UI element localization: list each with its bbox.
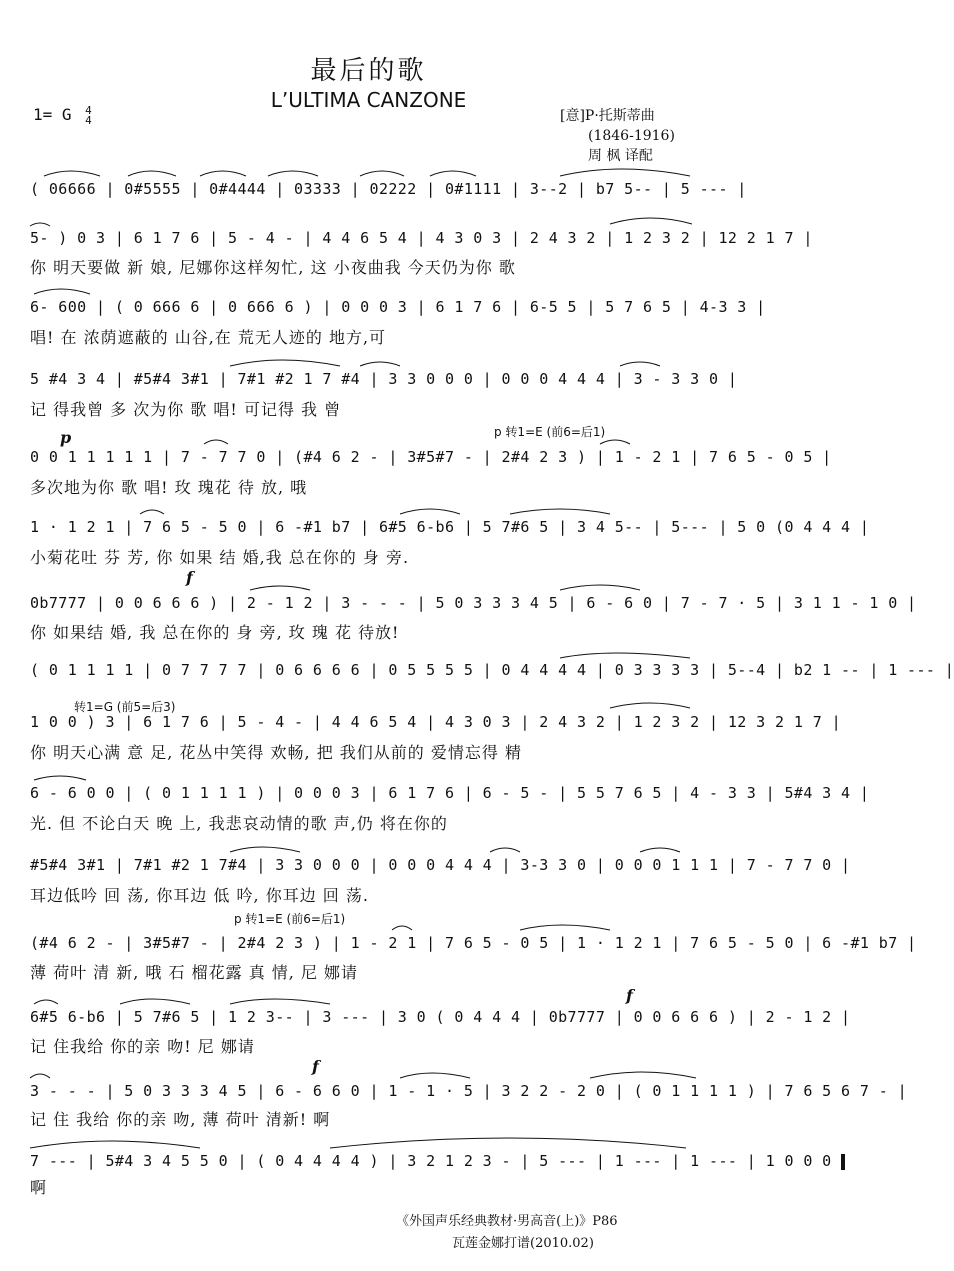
translator: 周 枫 译配 bbox=[588, 148, 653, 164]
dynamic-f-3: f bbox=[312, 1057, 319, 1076]
lyrics-line-9: 你 明天心满 意 足, 花丛中笑得 欢畅, 把 我们从前的 爱情忘得 精 bbox=[30, 743, 522, 762]
lyrics-line-13: 记 住我给 你的亲 吻! 尼 娜请 bbox=[30, 1037, 255, 1056]
typist-credit: 瓦莲金娜打谱(2010.02) bbox=[452, 1236, 594, 1251]
notation-line-6: 1 · 1 2 1 | 7 6 5 - 5 0 | 6 -#1 b7 | 6#5 6-b6 | 5 7#6 5 | 3 4 5-- | 5--- | 5 0 (0 4 4 4 | bbox=[30, 518, 870, 536]
slur-arc bbox=[610, 703, 690, 708]
composer: [意]P·托斯蒂曲 bbox=[560, 108, 655, 124]
slur-arc bbox=[268, 171, 318, 176]
notation-line-10: 6 - 6 0 0 | ( 0 1 1 1 1 ) | 0 0 0 3 | 6 1 7 6 | 6 - 5 - | 5 5 7 6 5 | 4 - 3 3 | 5#4 3 4 | bbox=[30, 784, 870, 802]
slur-arc bbox=[34, 289, 90, 294]
notation-line-11: #5#4 3#1 | 7#1 #2 1 7#4 | 3 3 0 0 0 | 0 0 0 4 4 4 | 3-3 3 0 | 0 0 0 1 1 1 | 7 - 7 7 0 | bbox=[30, 856, 851, 874]
slur-arc bbox=[30, 1074, 50, 1078]
slur-arc bbox=[560, 653, 690, 658]
modulation-2: 转1=G (前5=后3) bbox=[74, 700, 176, 714]
slur-arc bbox=[204, 440, 228, 444]
slur-arc bbox=[30, 223, 50, 226]
slur-arc bbox=[510, 509, 610, 514]
slur-arc bbox=[430, 171, 476, 176]
slur-arc bbox=[640, 848, 680, 852]
composer-years: (1846-1916) bbox=[588, 128, 675, 144]
slur-arc bbox=[128, 171, 176, 176]
lyrics-line-12: 薄 荷叶 清 新, 哦 石 榴花露 真 情, 尼 娜请 bbox=[30, 963, 359, 982]
lyrics-line-14: 记 住 我给 你的亲 吻, 薄 荷叶 清新! 啊 bbox=[30, 1110, 331, 1129]
slur-arc bbox=[44, 171, 100, 176]
time-signature-top: 4 bbox=[85, 103, 92, 117]
notation-line-9: 1 0 0 ) 3 | 6 1 7 6 | 5 - 4 - | 4 4 6 5 4 | 4 3 0 3 | 2 4 3 2 | 1 2 3 2 | 12 3 2 1 7 | bbox=[30, 713, 842, 731]
dynamic-p-1: p bbox=[60, 428, 72, 447]
dynamic-f-1: f bbox=[186, 568, 193, 587]
slur-arc bbox=[560, 169, 690, 176]
slur-arc bbox=[200, 171, 246, 176]
slur-arc bbox=[400, 509, 460, 514]
notation-line-7: 0b7777 | 0 0 6 6 6 ) | 2 - 1 2 | 3 - - - | 5 0 3 3 3 4 5 | 6 - 6 0 | 7 - 7 · 5 | 3 1 1 - 1 0 | bbox=[30, 594, 917, 612]
final-barline bbox=[841, 1154, 845, 1170]
modulation-3: p 转1=E (前6=后1) bbox=[234, 912, 346, 926]
song-title: 最后的歌 bbox=[310, 56, 427, 86]
lyrics-line-11: 耳边低吟 回 荡, 你耳边 低 吟, 你耳边 回 荡. bbox=[30, 886, 369, 905]
slur-arc bbox=[34, 776, 86, 780]
slur-arc bbox=[400, 1073, 470, 1078]
slur-arc bbox=[250, 586, 310, 590]
notation-line-12: (#4 6 2 - | 3#5#7 - | 2#4 2 3 ) | 1 - 2 1 | 7 6 5 - 0 5 | 1 · 1 2 1 | 7 6 5 - 5 0 | 6 -#1 b7 | bbox=[30, 934, 917, 952]
notation-line-5: 0 0 1 1 1 1 1 | 7 - 7 7 0 | (#4 6 2 - | 3#5#7 - | 2#4 2 3 ) | 1 - 2 1 | 7 6 5 - 0 5 | bbox=[30, 448, 832, 466]
source-citation: 《外国声乐经典教材·男高音(上)》P86 bbox=[396, 1214, 618, 1229]
lyrics-line-7: 你 如果结 婚, 我 总在你的 身 旁, 玫 瑰 花 待放! bbox=[30, 623, 400, 642]
notation-line-2: 5- ) 0 3 | 6 1 7 6 | 5 - 4 - | 4 4 6 5 4 | 4 3 0 3 | 2 4 3 2 | 1 2 3 2 | 12 2 1 7 | bbox=[30, 229, 813, 247]
lyrics-line-3: 唱! 在 浓荫遮蔽的 山谷,在 荒无人迹的 地方,可 bbox=[30, 328, 387, 347]
lyrics-line-5: 多次地为你 歌 唱! 玫 瑰花 待 放, 哦 bbox=[30, 478, 308, 497]
slur-arc bbox=[120, 999, 190, 1004]
notation-line-14: 3 - - - | 5 0 3 3 3 4 5 | 6 - 6 6 0 | 1 - 1 · 5 | 3 2 2 - 2 0 | ( 0 1 1 1 1 ) | 7 6 5 6 7 - | bbox=[30, 1082, 908, 1100]
slur-arc bbox=[30, 1141, 200, 1148]
slur-arc bbox=[560, 585, 640, 590]
slur-arc bbox=[34, 1000, 58, 1004]
slur-arc bbox=[392, 926, 412, 930]
notation-line-8: ( 0 1 1 1 1 | 0 7 7 7 7 | 0 6 6 6 6 | 0 5 5 5 5 | 0 4 4 4 4 | 0 3 3 3 3 | 5--4 | b2 1 -- | 1 --- | bbox=[30, 661, 954, 679]
slur-arc bbox=[360, 171, 404, 176]
slur-arc bbox=[590, 1072, 696, 1078]
notation-line-1: ( 06666 | 0#5555 | 0#4444 | 03333 | 02222 | 0#1111 | 3--2 | b7 5-- | 5 --- | bbox=[30, 180, 747, 198]
key-label: 1= G bbox=[33, 105, 72, 124]
slur-arc bbox=[620, 362, 660, 366]
modulation-1: p 转1=E (前6=后1) bbox=[494, 425, 606, 439]
lyrics-line-6: 小菊花吐 芬 芳, 你 如果 结 婚,我 总在你的 身 旁. bbox=[30, 548, 410, 567]
slur-arc bbox=[610, 218, 692, 224]
slur-arc bbox=[230, 999, 330, 1004]
song-subtitle: L’ULTIMA CANZONE bbox=[270, 88, 467, 112]
slur-arc bbox=[230, 360, 340, 366]
notation-line-4: 5 #4 3 4 | #5#4 3#1 | 7#1 #2 1 7 #4 | 3 3 0 0 0 | 0 0 0 4 4 4 | 3 - 3 3 0 | bbox=[30, 370, 738, 388]
dynamic-f-2: f bbox=[626, 986, 633, 1005]
notation-line-3: 6- 600 | ( 0 666 6 | 0 666 6 ) | 0 0 0 3 | 6 1 7 6 | 6-5 5 | 5 7 6 5 | 4-3 3 | bbox=[30, 298, 766, 316]
lyrics-line-4: 记 得我曾 多 次为你 歌 唱! 可记得 我 曾 bbox=[30, 400, 342, 419]
lyrics-line-15: 啊 bbox=[30, 1178, 48, 1197]
slur-arc bbox=[520, 925, 610, 930]
slur-arc bbox=[230, 847, 300, 852]
slur-arc bbox=[490, 848, 520, 852]
lyrics-line-10: 光. 但 不论白天 晚 上, 我悲哀动情的歌 声,仍 将在你的 bbox=[30, 814, 448, 833]
time-signature-bottom: 4 bbox=[85, 113, 92, 127]
slur-arc bbox=[330, 1138, 686, 1148]
slur-arc bbox=[140, 510, 164, 514]
notation-line-13: 6#5 6-b6 | 5 7#6 5 | 1 2 3-- | 3 --- | 3 0 ( 0 4 4 4 | 0b7777 | 0 0 6 6 6 ) | 2 - 1 2 | bbox=[30, 1008, 851, 1026]
notation-line-15-notes: 7 --- | 5#4 3 4 5 5 0 | ( 0 4 4 4 4 ) | 3 2 1 2 3 - | 5 --- | 1 --- | 1 --- | 1 0 0 0 bbox=[30, 1152, 842, 1170]
slur-arc bbox=[360, 362, 400, 366]
lyrics-line-2: 你 明天要做 新 娘, 尼娜你这样匆忙, 这 小夜曲我 今天仍为你 歌 bbox=[30, 258, 516, 277]
slur-arc bbox=[600, 440, 630, 444]
